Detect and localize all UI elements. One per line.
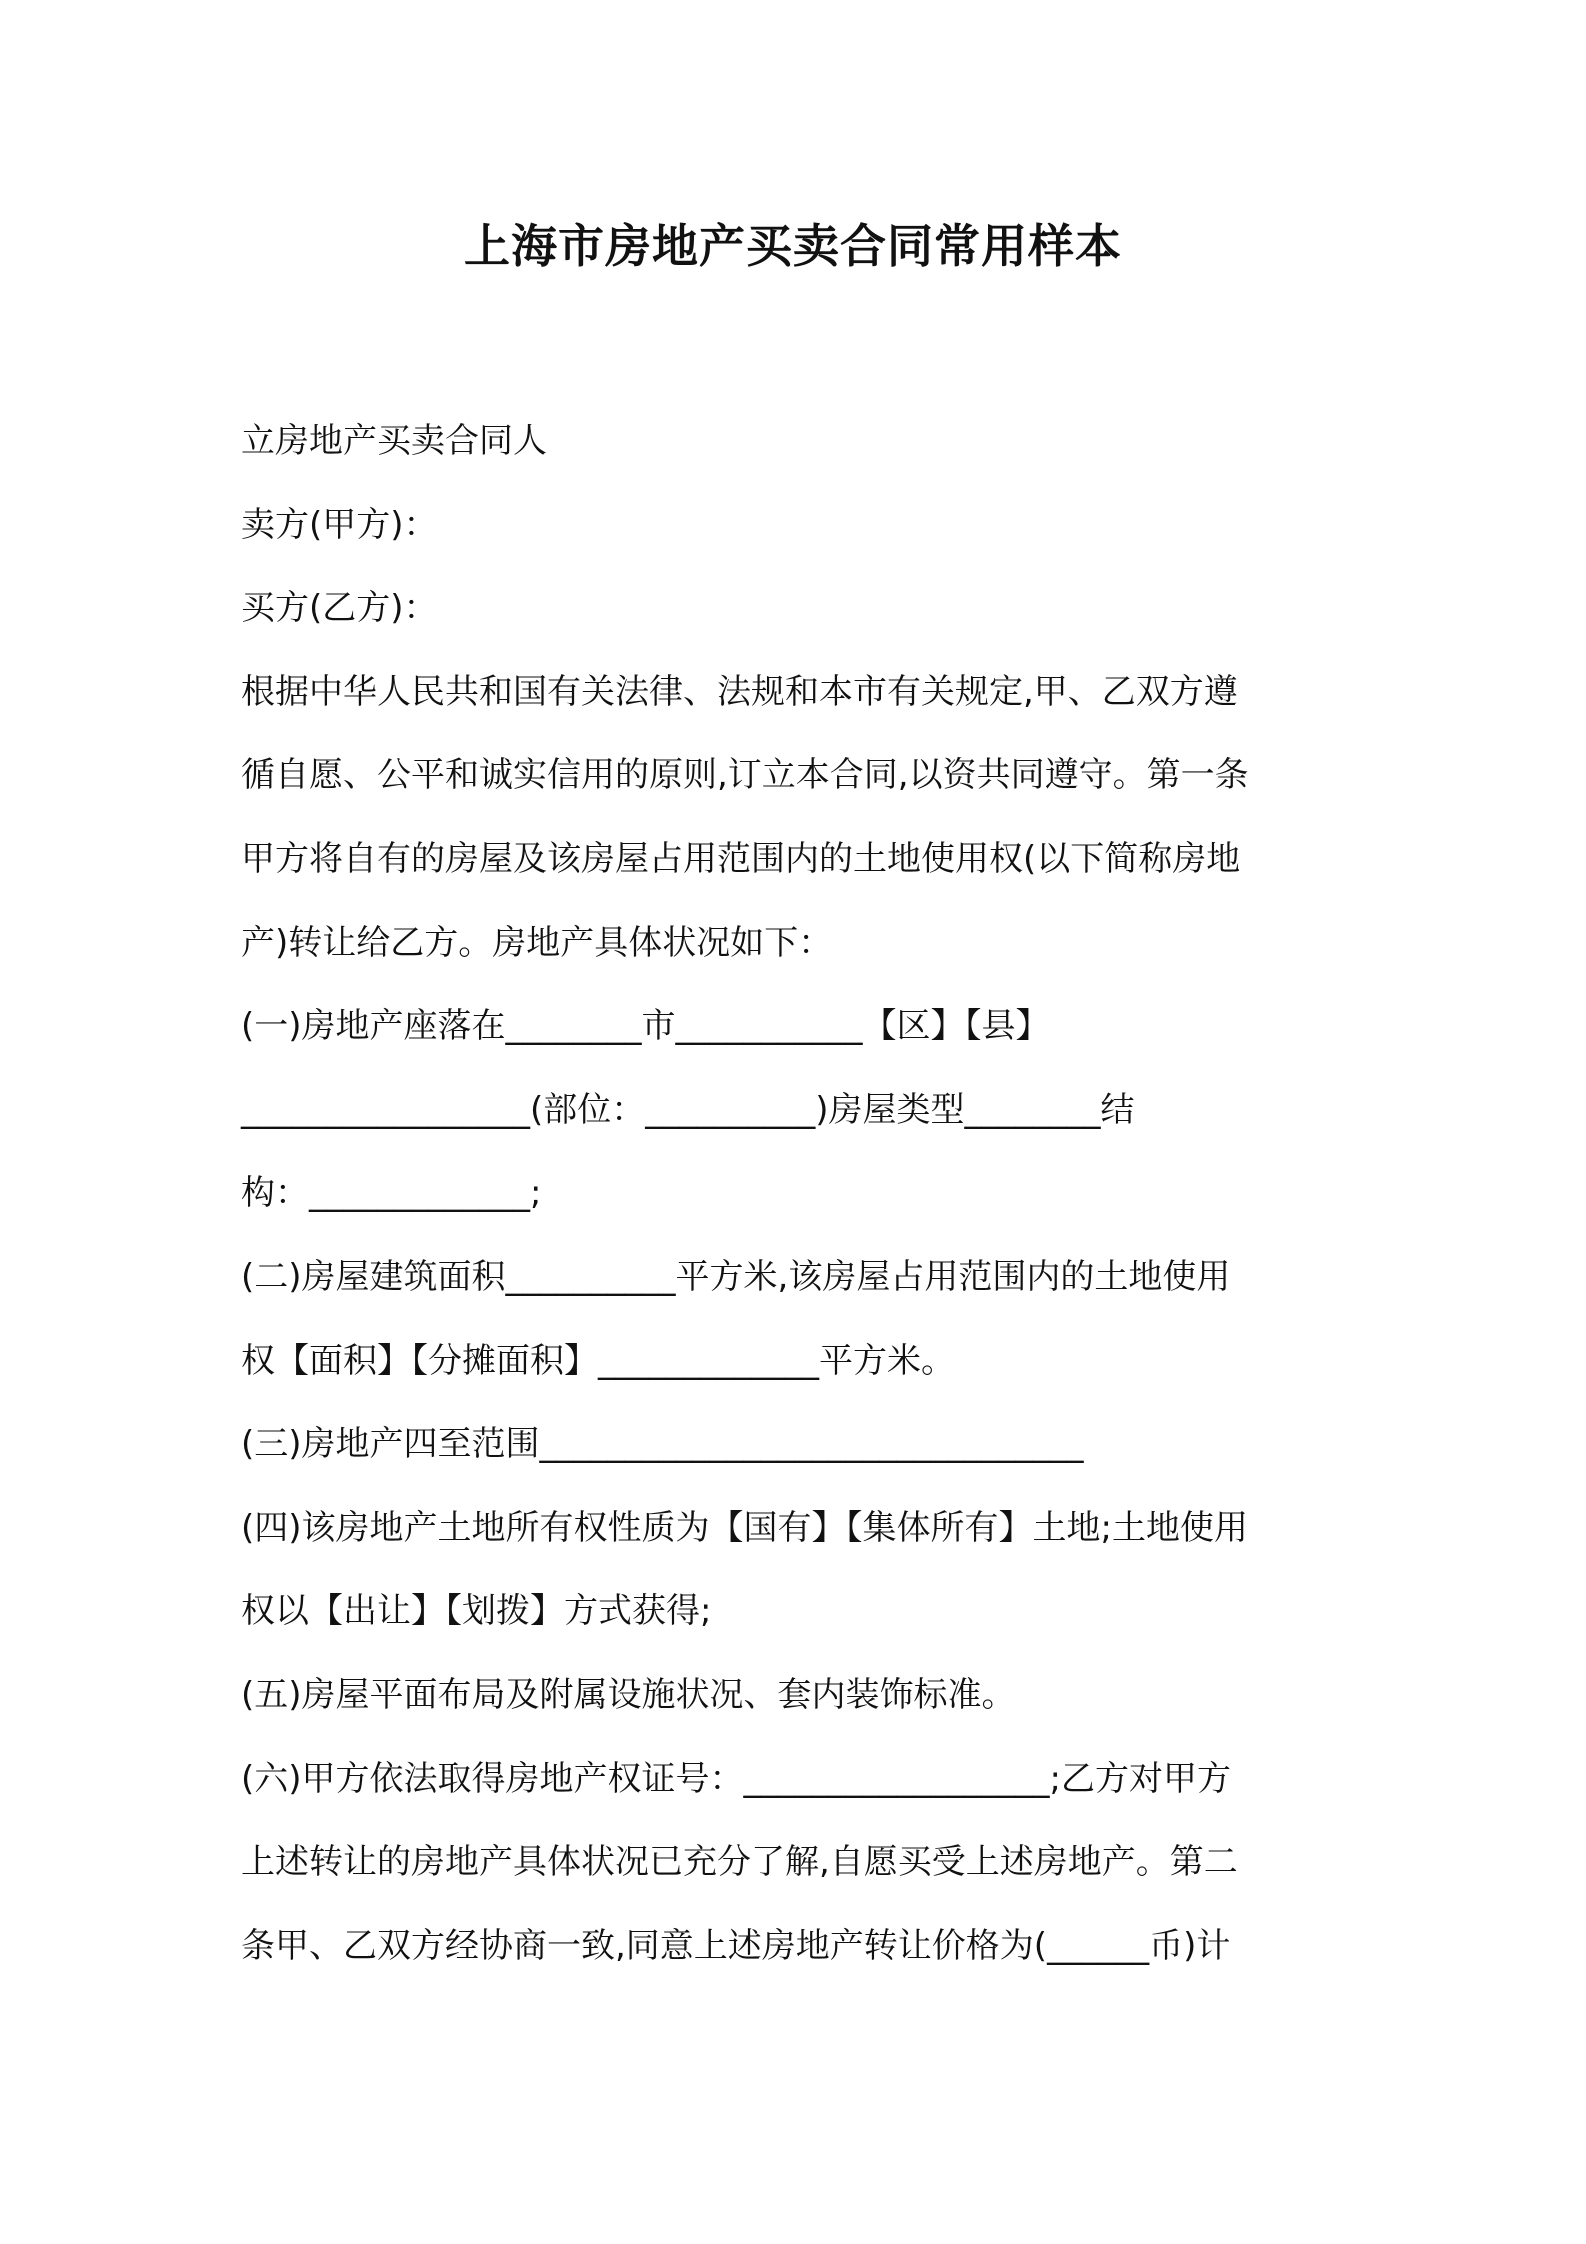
text-line: 条甲、乙双方经协商一致,同意上述房地产转让价格为(______币)计 [241, 1925, 1231, 1966]
text-line: 上述转让的房地产具体状况已充分了解,自愿买受上述房地产。第二 [241, 1842, 1238, 1883]
text-line: (二)房屋建筑面积__________平方米,该房屋占用范围内的土地使用 [241, 1256, 1231, 1297]
text-line: 权【面积】【分摊面积】_____________平方米。 [241, 1340, 955, 1381]
text-line: 甲方将自有的房屋及该房屋占用范围内的土地使用权(以下简称房地 [241, 838, 1241, 879]
text-line: 循自愿、公平和诚实信用的原则,订立本合同,以资共同遵守。第一条 [241, 755, 1249, 796]
text-line: 根据中华人民共和国有关法律、法规和本市有关规定,甲、乙双方遵 [241, 671, 1238, 712]
text-line: 买方(乙方)： [241, 588, 438, 629]
document-title: 上海市房地产买卖合同常用样本 [464, 219, 1122, 273]
text-line: (四)该房地产土地所有权性质为【国有】【集体所有】土地;土地使用 [241, 1507, 1248, 1548]
text-line: 构：_____________; [241, 1173, 542, 1214]
text-line: 权以【出让】【划拨】方式获得; [241, 1591, 712, 1632]
text-line: (六)甲方依法取得房地产权证号：__________________;乙方对甲方 [241, 1758, 1231, 1799]
text-line: 卖方(甲方)： [241, 504, 438, 545]
text-line: (五)房屋平面布局及附属设施状况、套内装饰标准。 [241, 1674, 1016, 1715]
text-line: (三)房地产四至范围________________________________ [241, 1424, 1084, 1465]
text-line: _________________(部位：__________)房屋类型________结 [241, 1089, 1135, 1130]
document-body [241, 400, 1351, 1988]
text-line: (一)房地产座落在________市___________【区】【县】 [241, 1006, 1050, 1047]
text-line: 立房地产买卖合同人 [241, 421, 547, 461]
text-line: 产)转让给乙方。房地产具体状况如下： [241, 922, 833, 963]
